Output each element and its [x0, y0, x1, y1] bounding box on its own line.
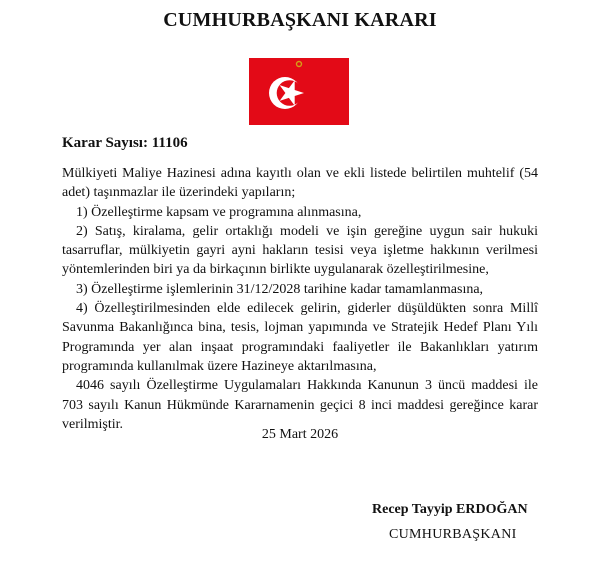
- signatory-name: Recep Tayyip ERDOĞAN: [372, 502, 528, 517]
- decision-body: [62, 164, 538, 434]
- turkish-flag-image: [249, 58, 349, 125]
- paragraph-legal-basis: 4046 sayılı Özelleştirme Uygulamaları Hakkında Kanunun 3 üncü maddesi ile 703 sayılı Kanun Hükmünde Kararnamenin geçici 8 inci maddesi gereğince karar verilmiştir.: [62, 378, 538, 432]
- crescent-star-icon: [249, 58, 349, 125]
- signatory-title: CUMHURBAŞKANI: [389, 527, 517, 542]
- paragraph-item-3: 3) Özelleştirme işlemlerinin 31/12/2028 tarihine kadar tamamlanmasına,: [76, 281, 484, 297]
- paragraph-item-2: 2) Satış, kiralama, gelir ortaklığı modeli ve işin gereğine uygun sair hukuki tasarruflar, mülkiyetin gayri ayni hakların tesisi veya işletme hakkının verilmesi yöntemlerinden biri ya da birkaçının birlikte uygulanarak özelleştirilmesine,: [62, 223, 538, 278]
- decision-date: 25 Mart 2026: [261, 427, 339, 442]
- paragraph-intro: Mülkiyeti Maliye Hazinesi adına kayıtlı olan ve ekli listede belirtilen muhtelif (54 adet) taşınmazlar ile üzerindeki yapıların;: [62, 166, 538, 201]
- paragraph-item-4: 4) Özelleştirilmesinden elde edilecek gelirin, giderler düşüldükten sonra Millî Savunma Bakanlığınca bina, tesis, lojman yapımında ve Stratejik Hedef Planı Yılı Programında yer alan inşaat programındaki faaliyetler ile Bakanlıkları yatırım programında kullanılmak üzere Hazineye aktarılmasına,: [62, 301, 538, 374]
- decision-number: Karar Sayısı: 11106: [62, 135, 188, 151]
- document-title: CUMHURBAŞKANI KARARI: [163, 9, 437, 31]
- paragraph-item-1: 1) Özelleştirme kapsam ve programına alınmasına,: [76, 204, 362, 220]
